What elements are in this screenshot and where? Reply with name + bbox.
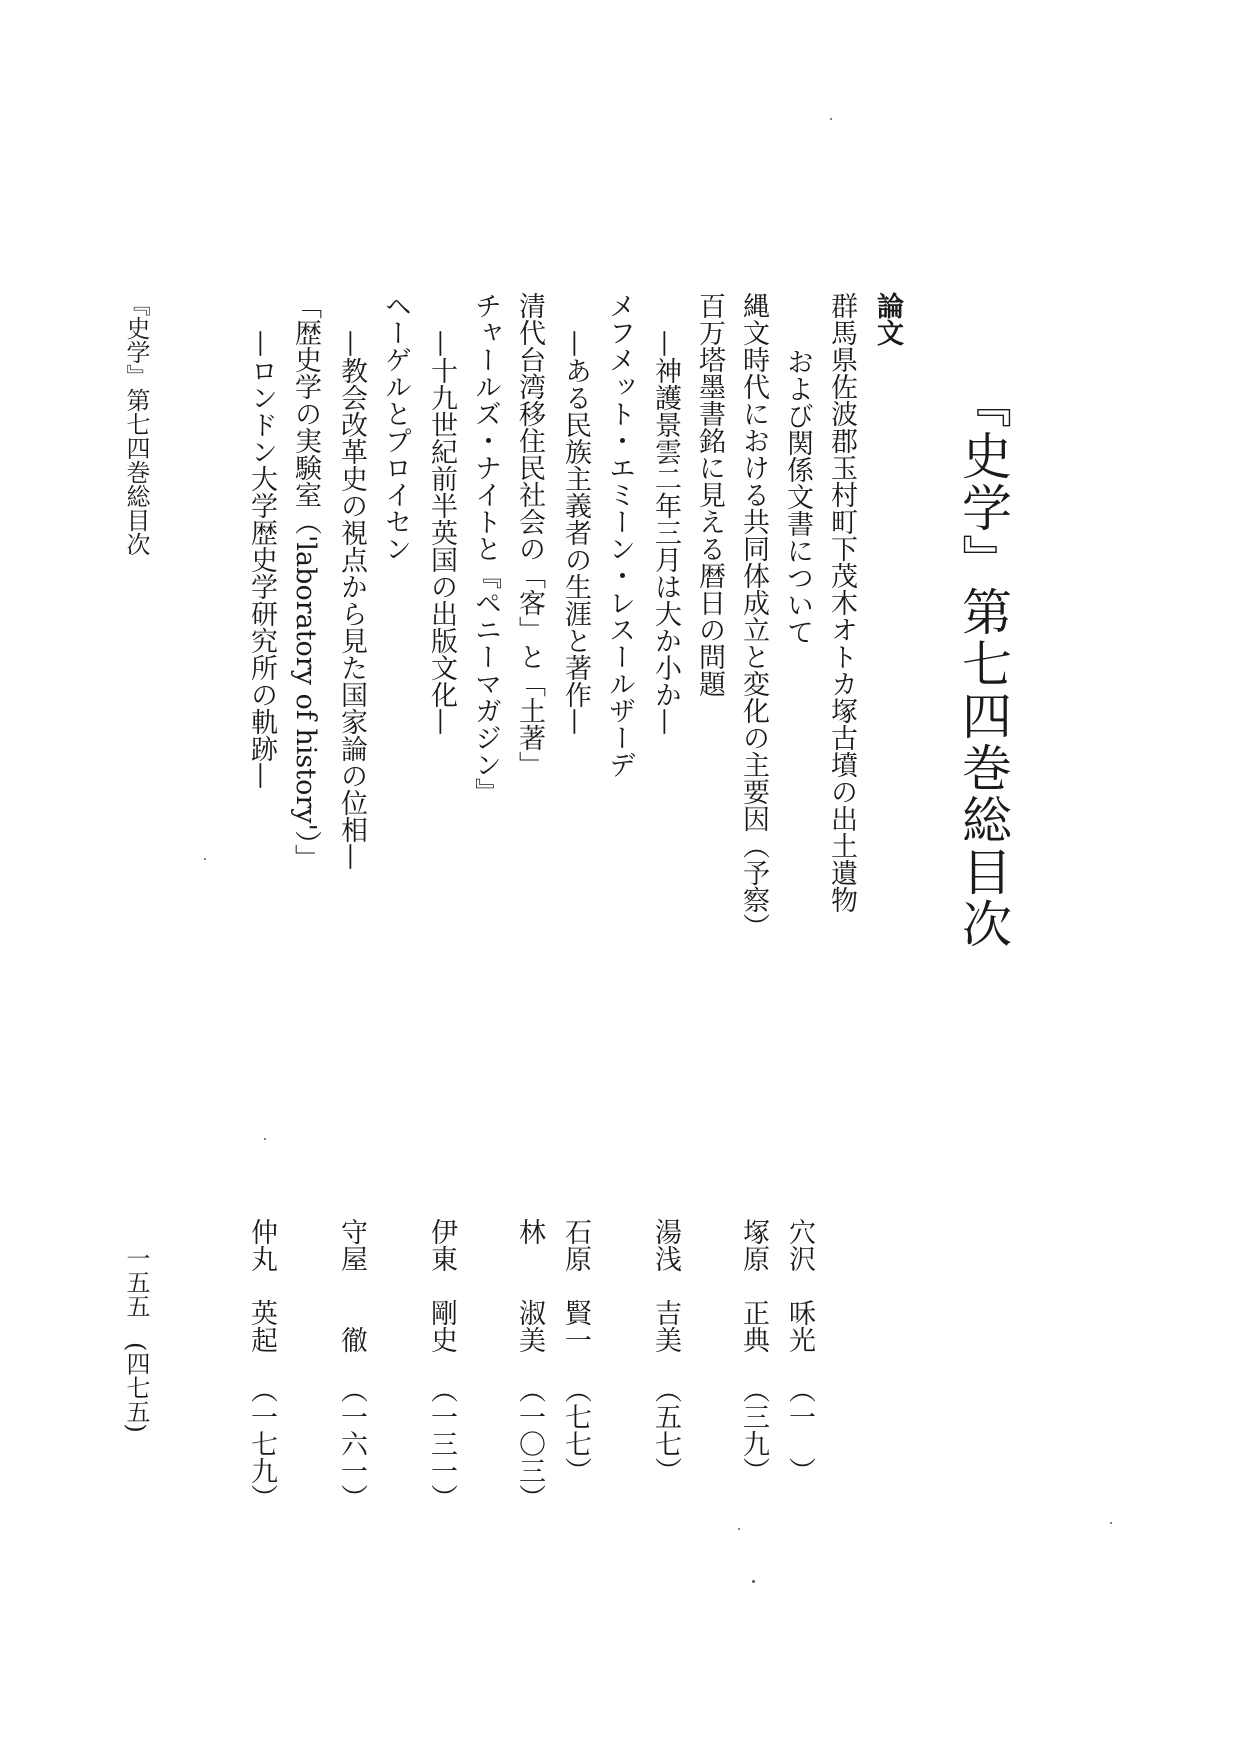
entry-author: 林 淑美 <box>514 1218 545 1353</box>
entry-page: （一六一） <box>336 1376 367 1511</box>
entry-author: 湯浅 吉美 <box>650 1218 681 1353</box>
entry-title-line: —十九世紀前半英国の出版文化— <box>426 330 457 735</box>
page-title: 『史学』第七四巻総目次 <box>954 378 1012 950</box>
entry-title-line: 縄文時代における共同体成立と変化の主要因（予察） <box>738 292 769 940</box>
footer-page-number: 一五五 (四七五) <box>122 1246 150 1433</box>
section-heading: 論文 <box>872 292 903 346</box>
entry-title-line: —教会改革史の視点から見た国家論の位相— <box>336 330 367 870</box>
entry-title-line: ヘーゲルとプロイセン <box>380 292 411 562</box>
entry-title-line: —ロンドン大学歴史学研究所の軌跡— <box>246 330 277 789</box>
entry-title-line: チャールズ・ナイトと『ペニーマガジン』 <box>470 292 501 805</box>
scan-speck <box>738 1528 740 1530</box>
entry-author: 石原 賢一 <box>560 1218 591 1353</box>
entry-page: （一〇三） <box>514 1376 545 1511</box>
entry-title-line: —ある民族主義者の生涯と著作— <box>560 330 591 735</box>
scan-speck <box>264 1138 266 1140</box>
scan-speck <box>830 118 832 120</box>
entry-author: 塚原 正典 <box>738 1218 769 1353</box>
entry-page: （一三一） <box>426 1376 457 1511</box>
entry-title-line: 百万塔墨書銘に見える暦日の問題 <box>694 292 725 697</box>
scan-speck <box>752 1580 755 1583</box>
entry-title-line: 「歴史学の実験室（'laboratory of history'）」 <box>290 292 321 872</box>
entry-title-line: メフメット・エミーン・レスールザーデ <box>604 292 635 778</box>
entry-page: （一 ） <box>784 1376 815 1484</box>
entry-page: （一七九） <box>246 1376 277 1511</box>
scan-speck <box>204 858 206 860</box>
entry-page: （五七） <box>650 1376 681 1484</box>
entry-author: 守屋 徹 <box>336 1218 367 1353</box>
entry-author: 伊東 剛史 <box>426 1218 457 1353</box>
entry-page: （七七） <box>560 1376 591 1484</box>
entry-title-line: 清代台湾移住民社会の「客」と「土著」 <box>514 292 545 778</box>
entry-author: 穴沢 咊光 <box>784 1218 815 1353</box>
scan-speck <box>1110 1522 1112 1524</box>
entry-author: 仲丸 英起 <box>246 1218 277 1353</box>
footer-running-title: 『史学』第七四巻総目次 <box>122 292 150 556</box>
entry-title-line: 群馬県佐波郡玉村町下茂木オトカ塚古墳の出土遺物 <box>826 292 857 913</box>
entry-page: （三九） <box>738 1376 769 1484</box>
entry-title-line: —神護景雲二年三月は大か小か— <box>650 330 681 735</box>
entry-title-line: および関係文書について <box>782 348 813 645</box>
